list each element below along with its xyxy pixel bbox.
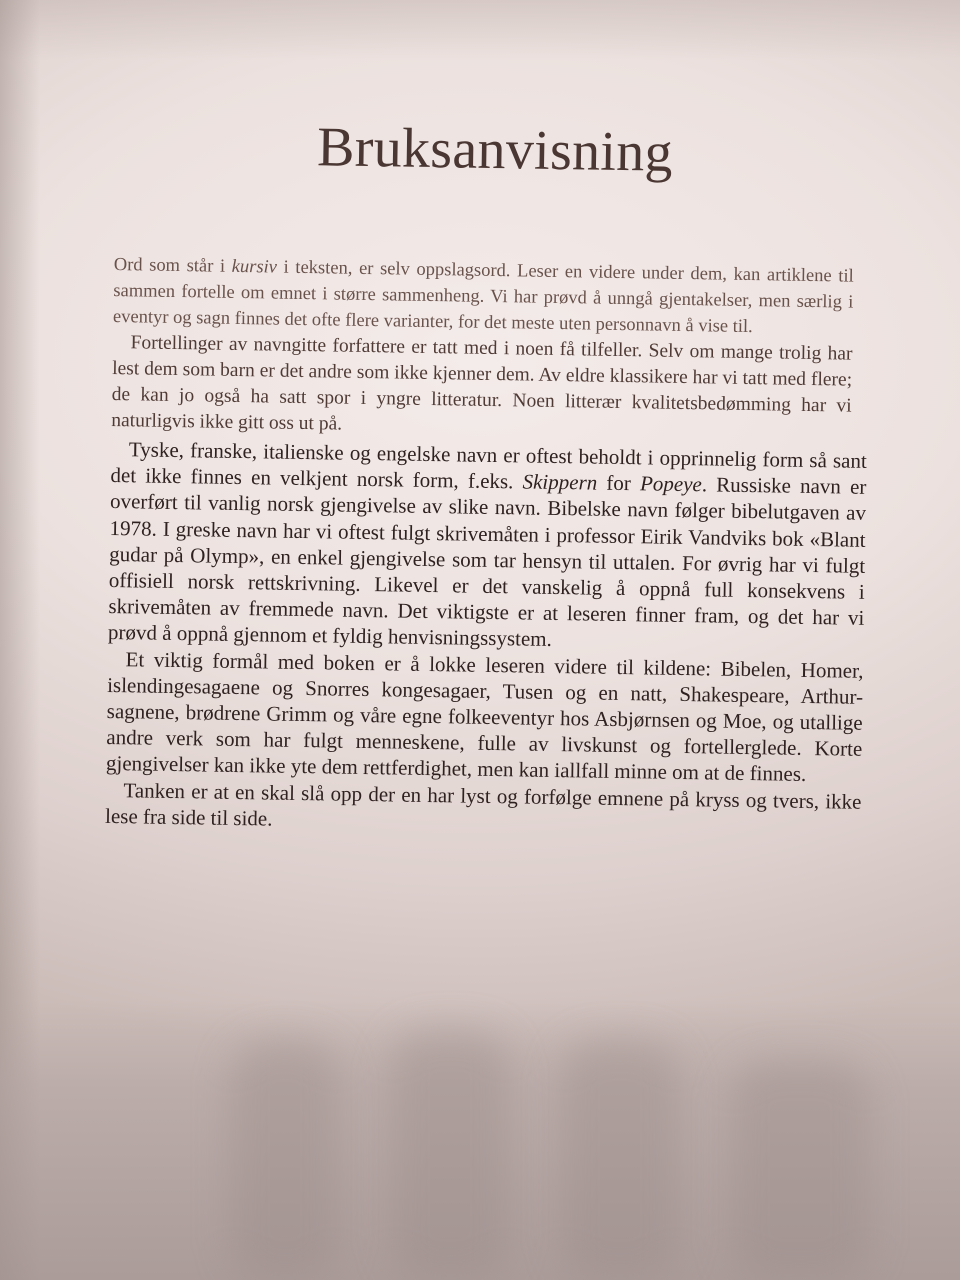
text-run: Tanken er at en skal slå opp der en har lyst og forfølge emnene på kryss og tvers, ikke lese fra side til side.	[104, 777, 862, 831]
text-run: Fortellinger av navngitte forfattere er tatt med i noen få tilfeller. Selv om mange trolig har lest dem som barn er det andre som ikke kjenner dem. Av eldre klassikere har vi tatt med flere; de kan jo også ha satt spor i yngre litteratur. Noen litterær kvalitetsbedømming har vi naturligvis ikke gitt oss ut på.	[111, 332, 853, 435]
page-top-shading	[0, 0, 960, 60]
finger-shadow	[230, 1040, 340, 1280]
finger-shadow	[560, 1040, 680, 1280]
page-title: Bruksanvisning	[316, 116, 674, 184]
paragraph-4	[106, 646, 864, 789]
paragraph-5	[105, 777, 862, 841]
text-run: for	[597, 470, 641, 496]
finger-shadow	[730, 1060, 870, 1280]
text-run: . Russiske navn er overført til vanlig norsk gjengivelse av slike navn. Bibelske navn følger bibelutgaven av 1978. I greske navn har vi oftest fulgt skrivemåten i professor Eirik Vandviks bok «Blant gudar på Olymp», en enkel gjengivelse som tar hensyn til uttalen. For øvrig har vi fulgt offisiell norsk rettskrivning. Likevel er det vanskelig å oppnå full konsekvens i skrivemåten av fremmede navn. Det viktigste er at leseren finner fram, og det har vi prøvd å oppnå gjennom et fyldig henvisningssystem.	[107, 472, 867, 652]
paragraph-2	[111, 330, 853, 446]
text-run: Et viktig formål med boken er å lokke leseren videre til kildene: Bibelen, Homer, islendingesagaene og Snorres kongesagaer, Tusen og en natt, Shakespeare, Arthur-sagnene, brødrene Grimm og våre egne folkeeventyr hos Asbjørnsen og Moe, og utallige andre verk som har fulgt menneskene, fulle av livskunst og fortellerglede. Korte gjengivelser kan ikke yte dem rettferdighet, men kan iallfall minne om at de finnes.	[105, 646, 864, 787]
paragraph-1	[113, 252, 854, 342]
paragraph-3	[108, 436, 867, 657]
italic-text-run: Skippern	[522, 469, 598, 495]
italic-text-run: kursiv	[231, 256, 278, 278]
text-run: Ord som står i	[113, 254, 232, 277]
body-text	[105, 252, 870, 841]
italic-text-run: Popeye	[639, 471, 703, 497]
text-run: i teksten, er selv oppslagsord. Leser en videre under dem, kan artiklene til sammen fortelle om emnet i større sammenheng. Vi har prøvd å unngå gjentakelser, men særlig i eventyr og sagn finnes det ofte flere varianter, for det meste uten personnavn å vise til.	[112, 257, 854, 338]
finger-shadow	[390, 1030, 510, 1280]
text-run: Tyske, franske, italienske og engelske navn er oftest beholdt i opprinnelig form så sant det ikke finnes en velkjent norsk form, f.eks.	[110, 437, 868, 494]
